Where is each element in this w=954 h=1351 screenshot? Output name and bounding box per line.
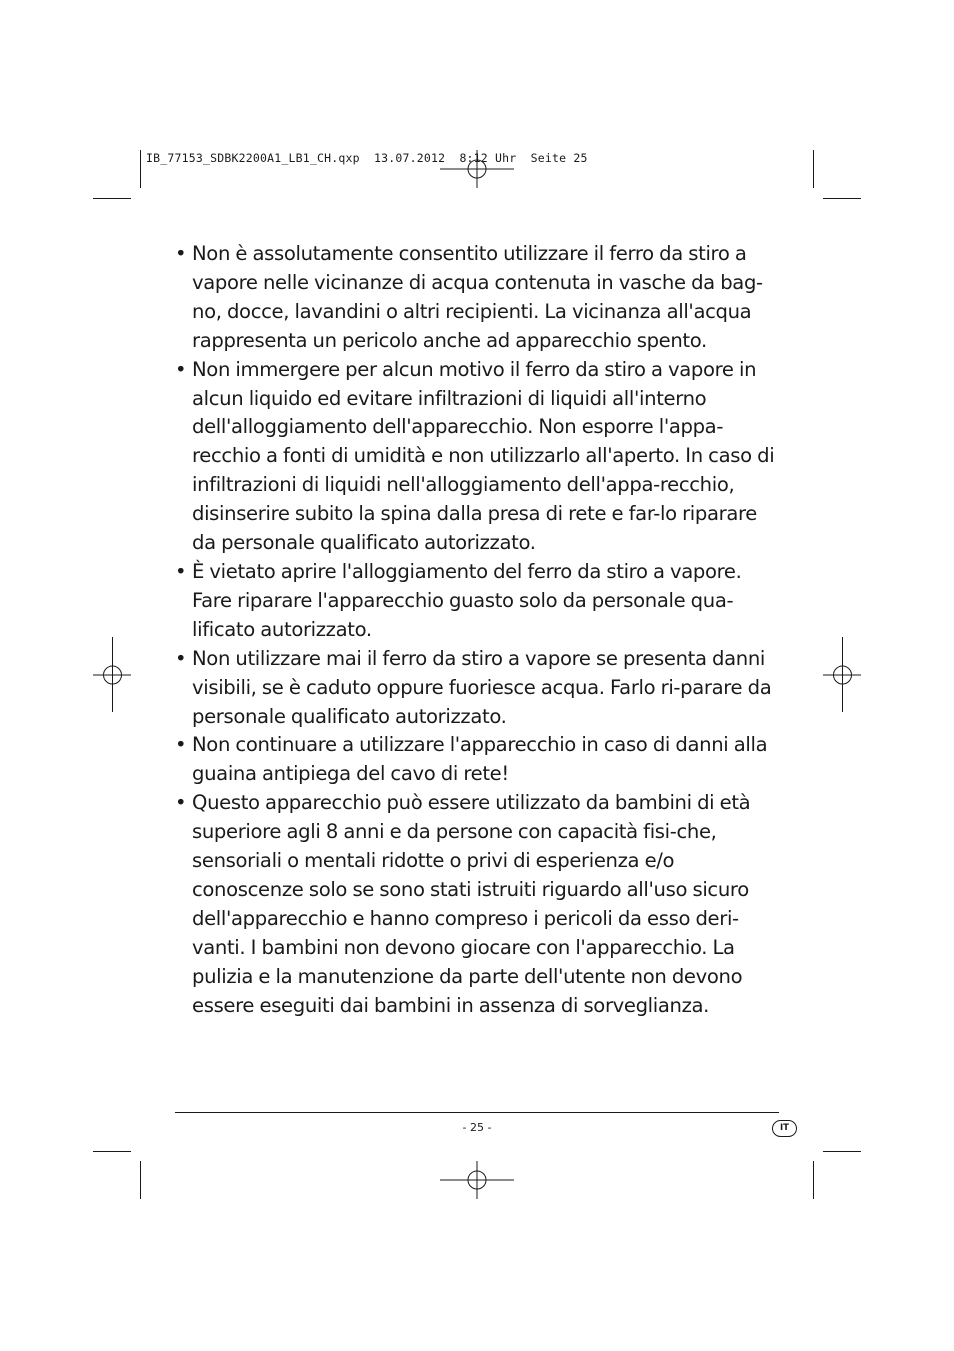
registration-mark-bottom [440, 1161, 514, 1199]
bullet-marker: • [175, 646, 187, 670]
page-number: - 25 - [462, 1121, 492, 1134]
safety-bullet-item [175, 558, 780, 645]
bullet-marker: • [175, 242, 187, 265]
safety-bullet-text: Non continuare a utilizzare l'apparecchio in caso di danni alla guaina antipiega del cavo di rete! [192, 733, 768, 786]
bullet-marker: • [175, 559, 187, 583]
safety-bullet-item [175, 645, 780, 732]
footer-divider [175, 1112, 779, 1113]
safety-bullet-item [175, 356, 780, 558]
safety-bullet-text: È vietato aprire l'alloggiamento del ferro da stiro a vapore. Fare riparare l'apparecchio guasto solo da personale qua-lificato autorizzato. [192, 559, 742, 641]
safety-instructions-list [175, 240, 780, 1020]
registration-mark-right [823, 637, 861, 712]
bullet-marker: • [175, 791, 187, 815]
bullet-marker: • [175, 357, 187, 381]
safety-bullet-item [175, 789, 780, 1020]
safety-bullet-text: Non immergere per alcun motivo il ferro da stiro a vapore in alcun liquido ed evitare infiltrazioni di liquidi all'interno dell'alloggiamento dell'apparecchio. Non esporre l'appa-recchio a fonti di umidità e non utilizzarlo all'aperto. In caso di infiltrazioni di liquidi nell'alloggiamento dell'appa-recchio, disinserire subito la spina dalla presa di rete e far-lo riparare da personale qualificato autorizzato. [192, 357, 775, 555]
safety-bullet-text: Non è assolutamente consentito utilizzare il ferro da stiro a vapore nelle vicinanze di acqua contenuta in vasche da bag-no, docce, lavandini o altri recipienti. La vicinanza all'acqua rappresenta un pericolo anche ad apparecchio spento. [192, 242, 763, 352]
registration-mark-left [93, 637, 131, 712]
safety-bullet-text: Questo apparecchio può essere utilizzato da bambini di età superiore agli 8 anni e da persone con capacità fisi-che, sensoriali o mentali ridotte o privi di esperienza e/o conoscenze solo se sono stati istruiti riguardo all'uso sicuro dell'apparecchio e hanno compreso i pericoli da esso deri-vanti. I bambini non devono giocare con l'apparecchio. La pulizia e la manutenzione da parte dell'utente non devono essere eseguiti dai bambini in assenza di sorveglianza. [192, 791, 751, 1017]
bullet-marker: • [175, 733, 187, 757]
language-badge: IT [772, 1120, 797, 1137]
print-file-header: IB_77153_SDBK2200A1_LB1_CH.qxp 13.07.2012 8:12 Uhr Seite 25 [146, 151, 588, 165]
safety-bullet-item [175, 731, 780, 789]
safety-bullet-text: Non utilizzare mai il ferro da stiro a vapore se presenta danni visibili, se è caduto oppure fuoriesce acqua. Farlo ri-parare da personale qualificato autorizzato. [192, 646, 772, 728]
safety-bullet-item [175, 240, 780, 356]
registration-mark-top [440, 150, 514, 188]
